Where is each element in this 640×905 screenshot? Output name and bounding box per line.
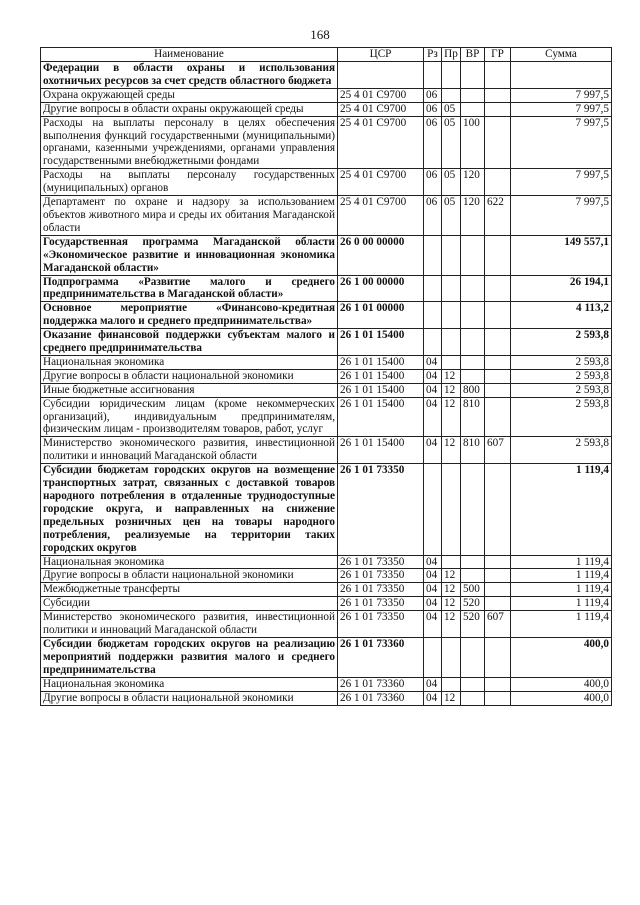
cell-sum: 7 997,5: [511, 102, 612, 116]
cell-vr: 810: [461, 437, 485, 464]
table-row: [41, 597, 612, 611]
cell-rz: [424, 464, 442, 555]
cell-sum: 2 593,8: [511, 437, 612, 464]
cell-pr: [442, 302, 461, 329]
cell-gr: [485, 102, 511, 116]
cell-sum: 7 997,5: [511, 88, 612, 102]
cell-vr: [461, 691, 485, 705]
cell-gr: 607: [485, 437, 511, 464]
cell-vr: [461, 88, 485, 102]
cell-csr: 26 1 01 15400: [338, 383, 424, 397]
cell-gr: [485, 62, 511, 89]
cell-gr: [485, 329, 511, 356]
cell-rz: [424, 275, 442, 302]
cell-pr: 12: [442, 691, 461, 705]
table-row: [41, 583, 612, 597]
cell-csr: 26 1 01 15400: [338, 397, 424, 437]
cell-gr: [485, 583, 511, 597]
cell-name: Расходы на выплаты персоналу государственных (муниципальных) органов: [41, 169, 338, 196]
table-row: [41, 88, 612, 102]
cell-pr: [442, 62, 461, 89]
cell-vr: [461, 302, 485, 329]
cell-pr: [442, 275, 461, 302]
table-row: [41, 302, 612, 329]
cell-csr: 26 1 01 15400: [338, 369, 424, 383]
cell-csr: 26 1 01 00000: [338, 302, 424, 329]
cell-rz: [424, 637, 442, 677]
cell-pr: 12: [442, 611, 461, 638]
cell-vr: [461, 102, 485, 116]
cell-pr: 12: [442, 583, 461, 597]
cell-csr: 25 4 01 С9700: [338, 196, 424, 236]
cell-csr: 26 1 01 73360: [338, 637, 424, 677]
cell-vr: [461, 677, 485, 691]
cell-vr: [461, 569, 485, 583]
cell-rz: 04: [424, 355, 442, 369]
cell-rz: 04: [424, 583, 442, 597]
cell-sum: 1 119,4: [511, 611, 612, 638]
cell-rz: [424, 302, 442, 329]
cell-rz: 04: [424, 597, 442, 611]
cell-pr: [442, 329, 461, 356]
cell-vr: 520: [461, 597, 485, 611]
cell-vr: [461, 464, 485, 555]
cell-gr: [485, 691, 511, 705]
cell-csr: 25 4 01 С9700: [338, 169, 424, 196]
cell-rz: 06: [424, 169, 442, 196]
cell-vr: 120: [461, 196, 485, 236]
cell-sum: 7 997,5: [511, 169, 612, 196]
cell-pr: 05: [442, 169, 461, 196]
cell-pr: [442, 235, 461, 275]
cell-name: Субсидии бюджетам городских округов на реализацию мероприятий поддержки развития малого и среднего предпринимательства: [41, 637, 338, 677]
cell-name: Оказание финансовой поддержки субъектам малого и среднего предпринимательства: [41, 329, 338, 356]
cell-gr: [485, 235, 511, 275]
cell-gr: [485, 677, 511, 691]
cell-csr: 25 4 01 С9700: [338, 116, 424, 169]
page-number: 168: [310, 27, 330, 42]
cell-rz: 04: [424, 611, 442, 638]
cell-name: Охрана окружающей среды: [41, 88, 338, 102]
cell-rz: 04: [424, 437, 442, 464]
cell-rz: [424, 329, 442, 356]
cell-sum: 2 593,8: [511, 329, 612, 356]
cell-name: Основное мероприятие «Финансово-кредитная поддержка малого и среднего предпринимательства»: [41, 302, 338, 329]
cell-name: Федерации в области охраны и использования охотничьих ресурсов за счет средств областного бюджета: [41, 62, 338, 89]
cell-pr: [442, 637, 461, 677]
cell-name: Министерство экономического развития, инвестиционной политики и инноваций Магаданской области: [41, 437, 338, 464]
cell-csr: 26 1 01 73360: [338, 677, 424, 691]
cell-sum: 7 997,5: [511, 196, 612, 236]
header-row: [41, 48, 612, 62]
header-rz: Рз: [424, 48, 442, 62]
table-row: [41, 437, 612, 464]
cell-rz: 04: [424, 555, 442, 569]
cell-sum: 1 119,4: [511, 555, 612, 569]
cell-pr: 05: [442, 116, 461, 169]
cell-name: Другие вопросы в области национальной экономики: [41, 691, 338, 705]
cell-csr: 26 1 01 15400: [338, 329, 424, 356]
cell-sum: 400,0: [511, 677, 612, 691]
cell-sum: 1 119,4: [511, 464, 612, 555]
cell-name: Государственная программа Магаданской области «Экономическое развитие и инновационная экономика Магаданской области»: [41, 235, 338, 275]
cell-name: Иные бюджетные ассигнования: [41, 383, 338, 397]
cell-pr: 12: [442, 397, 461, 437]
cell-gr: [485, 637, 511, 677]
cell-name: Национальная экономика: [41, 555, 338, 569]
table-row: [41, 169, 612, 196]
cell-csr: 26 1 01 73350: [338, 464, 424, 555]
cell-vr: 120: [461, 169, 485, 196]
cell-rz: 06: [424, 102, 442, 116]
cell-sum: 2 593,8: [511, 369, 612, 383]
cell-sum: 1 119,4: [511, 583, 612, 597]
table-row: [41, 383, 612, 397]
cell-name: Расходы на выплаты персоналу в целях обеспечения выполнения функций государственными (муниципальными) органами, казенными учреждениями, органами управления государственными внебюджетными фондами: [41, 116, 338, 169]
cell-csr: 25 4 01 С9700: [338, 88, 424, 102]
cell-rz: 04: [424, 677, 442, 691]
table-row: [41, 691, 612, 705]
cell-name: Другие вопросы в области национальной экономики: [41, 569, 338, 583]
cell-rz: 04: [424, 383, 442, 397]
cell-gr: [485, 302, 511, 329]
table-row: [41, 569, 612, 583]
cell-rz: 04: [424, 369, 442, 383]
cell-csr: 26 1 01 73350: [338, 611, 424, 638]
cell-name: Межбюджетные трансферты: [41, 583, 338, 597]
cell-gr: [485, 569, 511, 583]
cell-rz: 06: [424, 88, 442, 102]
cell-name: Национальная экономика: [41, 355, 338, 369]
cell-pr: 12: [442, 383, 461, 397]
header-vr: ВР: [461, 48, 485, 62]
cell-gr: 622: [485, 196, 511, 236]
cell-pr: 05: [442, 196, 461, 236]
cell-sum: 1 119,4: [511, 569, 612, 583]
cell-sum: 2 593,8: [511, 397, 612, 437]
cell-csr: 25 4 01 С9700: [338, 102, 424, 116]
cell-sum: [511, 62, 612, 89]
cell-vr: [461, 555, 485, 569]
cell-csr: 26 1 01 73350: [338, 583, 424, 597]
cell-name: Субсидии юридическим лицам (кроме некоммерческих организаций), индивидуальным предпринимателям, физическим лицам - производителям товаров, работ, услуг: [41, 397, 338, 437]
cell-name: Субсидии: [41, 597, 338, 611]
cell-gr: [485, 169, 511, 196]
cell-gr: [485, 597, 511, 611]
cell-sum: 2 593,8: [511, 383, 612, 397]
table-row: [41, 62, 612, 89]
cell-name: Субсидии бюджетам городских округов на возмещение транспортных затрат, связанных с доставкой товаров народного потребления в отдаленные труднодоступные городские округа, и направленных на снижение предельных розничных цен на товары народного потребления, реализуемые на территории таких городских округов: [41, 464, 338, 555]
cell-sum: 400,0: [511, 637, 612, 677]
cell-pr: 05: [442, 102, 461, 116]
table-row: [41, 329, 612, 356]
header-sum: Сумма: [511, 48, 612, 62]
table-row: [41, 355, 612, 369]
cell-pr: 12: [442, 597, 461, 611]
cell-vr: [461, 235, 485, 275]
cell-pr: [442, 555, 461, 569]
cell-csr: 26 1 00 00000: [338, 275, 424, 302]
cell-pr: [442, 88, 461, 102]
cell-sum: 2 593,8: [511, 355, 612, 369]
cell-vr: 810: [461, 397, 485, 437]
cell-vr: [461, 62, 485, 89]
cell-rz: 06: [424, 196, 442, 236]
table-row: [41, 102, 612, 116]
cell-pr: 12: [442, 369, 461, 383]
cell-csr: 26 1 01 15400: [338, 355, 424, 369]
cell-rz: 06: [424, 116, 442, 169]
cell-gr: [485, 397, 511, 437]
table-row: [41, 397, 612, 437]
cell-rz: 04: [424, 569, 442, 583]
budget-table: [40, 47, 612, 706]
cell-csr: 26 1 01 15400: [338, 437, 424, 464]
cell-csr: 26 1 01 73350: [338, 555, 424, 569]
cell-pr: [442, 464, 461, 555]
header-name: Наименование: [41, 48, 338, 62]
cell-rz: [424, 62, 442, 89]
cell-csr: 26 1 01 73350: [338, 597, 424, 611]
cell-sum: 400,0: [511, 691, 612, 705]
cell-sum: 149 557,1: [511, 235, 612, 275]
cell-gr: [485, 355, 511, 369]
cell-vr: [461, 355, 485, 369]
header-pr: Пр: [442, 48, 461, 62]
table-row: [41, 464, 612, 555]
header-gr: ГР: [485, 48, 511, 62]
cell-vr: [461, 329, 485, 356]
cell-csr: [338, 62, 424, 89]
cell-csr: 26 0 00 00000: [338, 235, 424, 275]
table-row: [41, 275, 612, 302]
cell-gr: 607: [485, 611, 511, 638]
cell-name: Другие вопросы в области национальной экономики: [41, 369, 338, 383]
cell-vr: 800: [461, 383, 485, 397]
cell-vr: 520: [461, 611, 485, 638]
cell-gr: [485, 464, 511, 555]
cell-csr: 26 1 01 73350: [338, 569, 424, 583]
cell-gr: [485, 275, 511, 302]
cell-gr: [485, 88, 511, 102]
table-row: [41, 235, 612, 275]
cell-vr: [461, 369, 485, 383]
cell-csr: 26 1 01 73360: [338, 691, 424, 705]
cell-gr: [485, 116, 511, 169]
cell-vr: [461, 637, 485, 677]
cell-gr: [485, 555, 511, 569]
cell-gr: [485, 369, 511, 383]
table-row: [41, 369, 612, 383]
cell-sum: 4 113,2: [511, 302, 612, 329]
header-csr: ЦСР: [338, 48, 424, 62]
cell-vr: [461, 275, 485, 302]
table-row: [41, 677, 612, 691]
cell-sum: 1 119,4: [511, 597, 612, 611]
cell-vr: 100: [461, 116, 485, 169]
table-row: [41, 637, 612, 677]
table-row: [41, 196, 612, 236]
cell-rz: [424, 235, 442, 275]
cell-rz: 04: [424, 397, 442, 437]
cell-vr: 500: [461, 583, 485, 597]
cell-rz: 04: [424, 691, 442, 705]
cell-name: Другие вопросы в области охраны окружающей среды: [41, 102, 338, 116]
cell-sum: 26 194,1: [511, 275, 612, 302]
cell-pr: [442, 677, 461, 691]
cell-name: Департамент по охране и надзору за использованием объектов животного мира и среды их обитания Магаданской области: [41, 196, 338, 236]
cell-name: Подпрограмма «Развитие малого и среднего предпринимательства в Магаданской области»: [41, 275, 338, 302]
cell-sum: 7 997,5: [511, 116, 612, 169]
table-row: [41, 611, 612, 638]
cell-name: Национальная экономика: [41, 677, 338, 691]
cell-pr: 12: [442, 437, 461, 464]
cell-pr: 12: [442, 569, 461, 583]
cell-pr: [442, 355, 461, 369]
cell-name: Министерство экономического развития, инвестиционной политики и инноваций Магаданской области: [41, 611, 338, 638]
table-row: [41, 555, 612, 569]
cell-gr: [485, 383, 511, 397]
table-row: [41, 116, 612, 169]
